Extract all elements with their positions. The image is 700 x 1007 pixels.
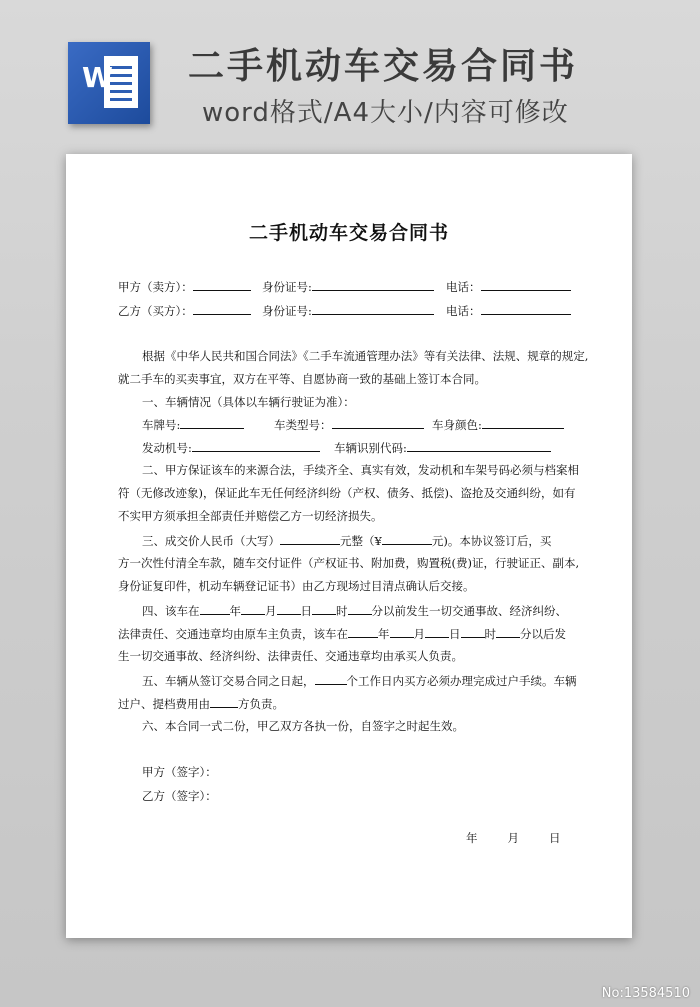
s4-l2-year-blank[interactable] [348, 625, 378, 638]
party-a-row [118, 278, 251, 295]
party-a-id-label: 身份证号: [262, 280, 312, 294]
color-row [432, 416, 564, 433]
s4-l2-day-blank[interactable] [425, 625, 449, 638]
section-6: 六、本合同一式二份，甲乙双方各执一份，自签字之时起生效。 [142, 719, 464, 733]
party-a-name-blank[interactable] [193, 278, 251, 291]
image-number: No:13584510 [601, 986, 690, 1001]
party-b-name-blank[interactable] [193, 302, 251, 315]
section-2-line-1: 二、甲方保证该车的来源合法，手续齐全、真实有效，发动机和车架号码必须与档案相 [142, 463, 579, 477]
header-title: 二手机动车交易合同书 [188, 46, 579, 87]
header-subtitle: word格式/A4大小/内容可修改 [202, 98, 569, 128]
section-5-line-1 [142, 672, 577, 689]
price-number-blank[interactable] [382, 532, 432, 545]
s4-day-blank[interactable] [277, 602, 301, 615]
party-b-phone-blank[interactable] [481, 302, 571, 315]
s4-l2-month: 月 [413, 627, 425, 641]
s4-hour: 时 [336, 604, 348, 618]
price-words-blank[interactable] [280, 532, 340, 545]
date-day: 日 [549, 831, 561, 845]
s4-l2-text-f: 分以后发 [520, 627, 566, 641]
s4-text-f: 分以前发生一切交通事故、经济纠纷、 [371, 604, 567, 618]
color-blank[interactable] [482, 416, 564, 429]
section-2-line-2: 符（无修改迹象)，保证此车无任何经济纠纷（产权、债务、抵偿)、盗抢及交通纠纷，如有 [118, 486, 576, 500]
s5-l2-text-a: 过户、提档费用由 [118, 697, 210, 711]
s4-l2-text-a: 法律责任、交通违章均由原车主负责，该车在 [118, 627, 348, 641]
party-b-id-label: 身份证号: [262, 304, 312, 318]
party-a-phone-row [446, 278, 571, 295]
party-b-phone-row [446, 302, 571, 319]
party-b-id-blank[interactable] [312, 302, 434, 315]
party-a-label: 甲方（卖方）： [118, 280, 193, 294]
section-4-line-1 [142, 602, 567, 619]
s4-month: 月 [265, 604, 277, 618]
section-5-line-2 [118, 695, 284, 712]
party-b-phone-label: 电话： [446, 304, 481, 318]
s4-l2-day: 日 [449, 627, 461, 641]
s5-days-blank[interactable] [315, 672, 347, 685]
s4-l2-year: 年 [378, 627, 390, 641]
s4-text-a: 四、该车在 [142, 604, 200, 618]
word-icon [68, 42, 150, 124]
s5-text-b: 个工作日内买方必须办理完成过户手续。车辆 [346, 674, 577, 688]
model-label: 车类型号： [274, 418, 332, 432]
vin-label: 车辆识别代码: [334, 441, 407, 455]
s5-text-a: 五、车辆从签订交易合同之日起， [142, 674, 315, 688]
party-a-id-row [262, 278, 434, 295]
party-a-phone-label: 电话： [446, 280, 481, 294]
word-letter: W [82, 61, 113, 94]
section-2-line-3: 不实甲方须承担全部责任并赔偿乙方一切经济损失。 [118, 509, 383, 523]
sign-party-a[interactable]: 甲方（签字）： [142, 765, 217, 779]
price-yuan-label: 元整（¥ [340, 534, 382, 548]
s4-l2-month-blank[interactable] [390, 625, 414, 638]
party-a-phone-blank[interactable] [481, 278, 571, 291]
s5-party-blank[interactable] [210, 695, 238, 708]
plate-row [142, 416, 244, 433]
party-b-row [118, 302, 251, 319]
party-b-id-row [262, 302, 434, 319]
section-3-line-1 [142, 532, 551, 549]
s4-month-blank[interactable] [241, 602, 265, 615]
sign-party-b[interactable]: 乙方（签字）： [142, 789, 217, 803]
section-4-line-2 [118, 625, 566, 642]
section-3-line-3: 身份证复印件，机动车辆登记证书）由乙方现场过目清点确认后交接。 [118, 579, 475, 593]
price-label: 三、成交价人民币（大写） [142, 534, 280, 548]
section-4-line-3: 生一切交通事故、经济纠纷、法律责任、交通违章均由承买人负责。 [118, 649, 463, 663]
s4-year-blank[interactable] [200, 602, 230, 615]
model-row [274, 416, 424, 433]
plate-blank[interactable] [180, 416, 244, 429]
s4-year: 年 [229, 604, 241, 618]
document-page [66, 154, 632, 938]
s4-l2-hour-blank[interactable] [461, 625, 485, 638]
intro-line-1: 根据《中华人民共和国合同法》《二手车流通管理办法》等有关法律、法规、规章的规定, [142, 349, 589, 363]
section-3-line-2: 方一次性付清全车款，随车交付证件（产权证书、附加费，购置税(费)证，行驶证正、副本, [118, 556, 580, 570]
engine-row [142, 439, 320, 456]
party-b-label: 乙方（买方）： [118, 304, 193, 318]
s4-l2-minute-blank[interactable] [496, 625, 520, 638]
sign-date [466, 830, 591, 846]
color-label: 车身颜色: [432, 418, 482, 432]
price-tail: 元)。本协议签订后，买 [431, 534, 552, 548]
party-a-id-blank[interactable] [312, 278, 434, 291]
intro-line-2: 就二手车的买卖事宜，双方在平等、自愿协商一致的基础上签订本合同。 [118, 372, 486, 386]
engine-blank[interactable] [192, 439, 320, 452]
s5-l2-text-b: 方负责。 [238, 697, 284, 711]
document-title: 二手机动车交易合同书 [248, 222, 449, 244]
vin-blank[interactable] [407, 439, 551, 452]
model-blank[interactable] [332, 416, 424, 429]
s4-day: 日 [300, 604, 312, 618]
date-year: 年 [466, 831, 478, 845]
s4-l2-hour: 时 [484, 627, 496, 641]
engine-label: 发动机号: [142, 441, 192, 455]
vin-row [334, 439, 551, 456]
section-1-title: 一、车辆情况（具体以车辆行驶证为准）： [142, 395, 355, 409]
s4-minute-blank[interactable] [348, 602, 372, 615]
plate-label: 车牌号: [142, 418, 181, 432]
s4-hour-blank[interactable] [312, 602, 336, 615]
date-month: 月 [507, 831, 519, 845]
